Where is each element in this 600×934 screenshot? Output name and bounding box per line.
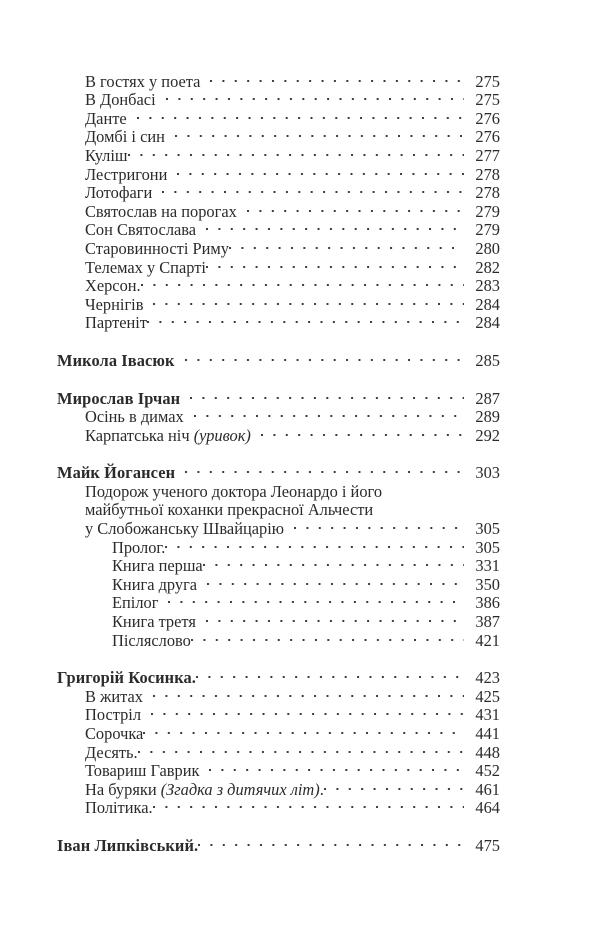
toc-page-number: 292 xyxy=(475,425,500,445)
toc-page-number: 423 xyxy=(475,668,500,688)
toc-entry[interactable] xyxy=(0,235,600,258)
toc-entry-title: Григорій Косинка. xyxy=(57,668,197,688)
dot-leader xyxy=(153,291,464,310)
toc-entry-title: Данте xyxy=(85,108,127,128)
toc-entry[interactable] xyxy=(0,68,600,91)
toc-entry-title: Сон Святослава xyxy=(85,220,197,240)
dot-leader xyxy=(392,478,464,497)
toc-entry[interactable] xyxy=(0,310,600,333)
toc-page-number: 276 xyxy=(475,127,500,147)
dot-leader xyxy=(210,68,464,87)
toc-entry-subtitle: (Згадка з дитячих літ) xyxy=(160,779,320,799)
toc-entry-title: В гостях у поета xyxy=(85,71,201,91)
toc-page-number: 425 xyxy=(475,686,500,706)
toc-page-number: 277 xyxy=(475,145,500,165)
toc-page-number: 387 xyxy=(475,612,500,632)
toc-entry-title: Микола Івасюк xyxy=(57,350,175,370)
dot-leader xyxy=(203,553,464,572)
toc-entry[interactable] xyxy=(0,273,600,296)
toc-entry-title: Святослав на порогах xyxy=(85,201,237,221)
toc-page-number: 284 xyxy=(475,313,500,333)
toc-entry-title: Епілог xyxy=(112,593,159,613)
dot-leader xyxy=(165,534,464,553)
toc-entry-subtitle: (уривок) xyxy=(193,425,251,445)
dot-leader xyxy=(324,776,464,795)
toc-page-number: 441 xyxy=(475,724,500,743)
toc-entry-title: Книга друга xyxy=(112,574,198,594)
toc-entry-title: Десять. xyxy=(85,742,138,762)
dot-leader xyxy=(153,683,464,702)
toc-page-number: 285 xyxy=(475,350,500,370)
toc-entry-title: Постріл xyxy=(85,705,142,725)
toc-page-number: 278 xyxy=(475,164,500,184)
toc-entry-title: Старовинності Риму xyxy=(85,238,229,258)
table-of-contents-list xyxy=(0,68,600,855)
dot-leader xyxy=(206,608,464,627)
toc-page-number: 350 xyxy=(475,574,500,594)
toc-entry[interactable] xyxy=(0,180,600,203)
toc-page-number: 461 xyxy=(475,779,500,799)
toc-page-number: 303 xyxy=(475,463,500,483)
toc-author-entry[interactable] xyxy=(0,832,600,855)
toc-entry-title: Подорож ученого доктора Леонардо і його xyxy=(85,481,383,501)
toc-entry[interactable] xyxy=(0,87,600,110)
dot-leader xyxy=(261,422,464,441)
toc-entry-title: Куліш xyxy=(85,145,128,165)
toc-entry[interactable] xyxy=(0,515,600,539)
toc-entry[interactable] xyxy=(0,404,600,427)
toc-page-number: 448 xyxy=(475,742,500,762)
toc-author-entry[interactable] xyxy=(0,460,600,483)
toc-entry-title: Осінь в димах xyxy=(85,407,184,427)
toc-entry-title: Чернігів xyxy=(85,294,144,314)
toc-page-number: 276 xyxy=(475,108,500,128)
toc-page-number: 289 xyxy=(475,407,500,427)
toc-page-number: 386 xyxy=(475,593,500,613)
toc-entry-title: В житах xyxy=(85,686,143,706)
toc-author-entry[interactable] xyxy=(0,385,600,408)
toc-page-number: 431 xyxy=(475,705,500,725)
toc-entry[interactable] xyxy=(0,571,600,594)
dot-leader xyxy=(294,515,464,534)
toc-author-entry[interactable] xyxy=(0,665,600,688)
dot-leader xyxy=(143,720,464,739)
toc-entry-title: Мирослав Ірчан xyxy=(57,388,181,408)
dot-leader xyxy=(175,124,464,143)
toc-entry[interactable] xyxy=(0,497,600,520)
dot-leader xyxy=(151,702,464,721)
toc-page-number: 452 xyxy=(475,761,500,781)
toc-entry[interactable] xyxy=(0,217,600,240)
dot-leader xyxy=(137,105,464,124)
toc-entry-title: Іван Липківський. xyxy=(57,835,199,855)
toc-entry-title: у Слобожанську Швайцарію xyxy=(85,519,285,539)
dot-leader xyxy=(209,758,464,777)
dot-leader xyxy=(185,347,464,366)
dot-leader xyxy=(383,497,464,516)
dot-leader xyxy=(141,273,464,292)
dot-leader xyxy=(177,161,464,180)
dot-leader xyxy=(190,385,464,404)
dot-leader xyxy=(153,795,464,814)
toc-entry[interactable] xyxy=(0,720,600,743)
toc-entry-title: Домбі і син xyxy=(85,127,165,147)
dot-leader xyxy=(206,217,464,236)
toc-page-number: 279 xyxy=(475,220,500,240)
toc-entry-title: Пролог. xyxy=(112,537,166,557)
toc-entry-title: Лотофаги xyxy=(85,183,153,203)
toc-page-number: 275 xyxy=(475,71,500,91)
toc-entry[interactable] xyxy=(0,608,600,632)
toc-entry-title: Партеніт xyxy=(85,313,148,333)
toc-entry-title: Херсон. xyxy=(85,276,141,296)
toc-entry-suffix: . xyxy=(319,779,324,799)
dot-leader xyxy=(198,832,464,851)
toc-entry[interactable] xyxy=(0,590,600,613)
toc-entry[interactable] xyxy=(0,795,600,818)
toc-page-number: 279 xyxy=(475,201,500,221)
toc-entry-title: Книга перша xyxy=(112,556,203,576)
toc-entry-title: Телемах у Спарті xyxy=(85,257,206,277)
toc-page-number: 278 xyxy=(475,183,500,203)
toc-entry-title: Книга третя xyxy=(112,612,196,632)
toc-entry-title: На буряки (Згадка з дитячих літ). xyxy=(85,779,324,799)
toc-page-number: 305 xyxy=(475,519,500,539)
toc-page-number: 305 xyxy=(475,537,500,557)
toc-entry[interactable] xyxy=(0,142,600,165)
toc-entry-title: Післяслово xyxy=(112,630,191,650)
dot-leader xyxy=(162,180,464,199)
toc-entry-title: майбутньої коханки прекрасної Альчести xyxy=(85,500,374,520)
toc-page-number: 475 xyxy=(475,835,500,855)
toc-entry[interactable] xyxy=(0,627,600,650)
dot-leader xyxy=(191,627,464,646)
toc-author-entry[interactable] xyxy=(0,347,600,370)
dot-leader xyxy=(128,142,464,161)
toc-entry-title: Політика. xyxy=(85,798,153,818)
toc-page-number: 275 xyxy=(475,90,500,110)
toc-page-number: 464 xyxy=(475,798,500,818)
toc-page-number: 421 xyxy=(475,630,500,650)
toc-page-number: 282 xyxy=(475,257,500,277)
dot-leader xyxy=(147,310,464,329)
toc-page-number: 287 xyxy=(475,388,500,408)
dot-leader xyxy=(166,87,464,106)
toc-entry[interactable] xyxy=(0,124,600,147)
toc-entry-title: Майк Йогансен xyxy=(57,463,176,483)
toc-entry-title: Сорочка xyxy=(85,724,144,743)
toc-entry-title: В Донбасі xyxy=(85,90,156,110)
toc-entry[interactable] xyxy=(0,758,600,781)
toc-entry-title: Товариш Гаврик xyxy=(85,761,200,781)
toc-page-number: 284 xyxy=(475,294,500,314)
toc-entry-title: Лестригони xyxy=(85,164,168,184)
dot-leader xyxy=(168,590,464,609)
dot-leader xyxy=(138,739,464,758)
dot-leader xyxy=(207,571,464,590)
toc-page-number: 283 xyxy=(475,276,500,296)
toc-entry[interactable] xyxy=(0,478,600,501)
dot-leader xyxy=(196,665,464,684)
toc-entry[interactable] xyxy=(0,553,600,576)
dot-leader xyxy=(185,460,464,479)
section-spacer xyxy=(0,646,600,665)
toc-page-number: 331 xyxy=(475,556,500,576)
toc-page-number: 280 xyxy=(475,238,500,258)
toc-entry-title: Карпатська ніч (уривок) xyxy=(85,425,251,445)
dot-leader xyxy=(206,254,464,273)
toc-entry[interactable] xyxy=(0,702,600,725)
dot-leader xyxy=(229,235,464,254)
dot-leader xyxy=(247,198,464,217)
dot-leader xyxy=(194,404,464,423)
